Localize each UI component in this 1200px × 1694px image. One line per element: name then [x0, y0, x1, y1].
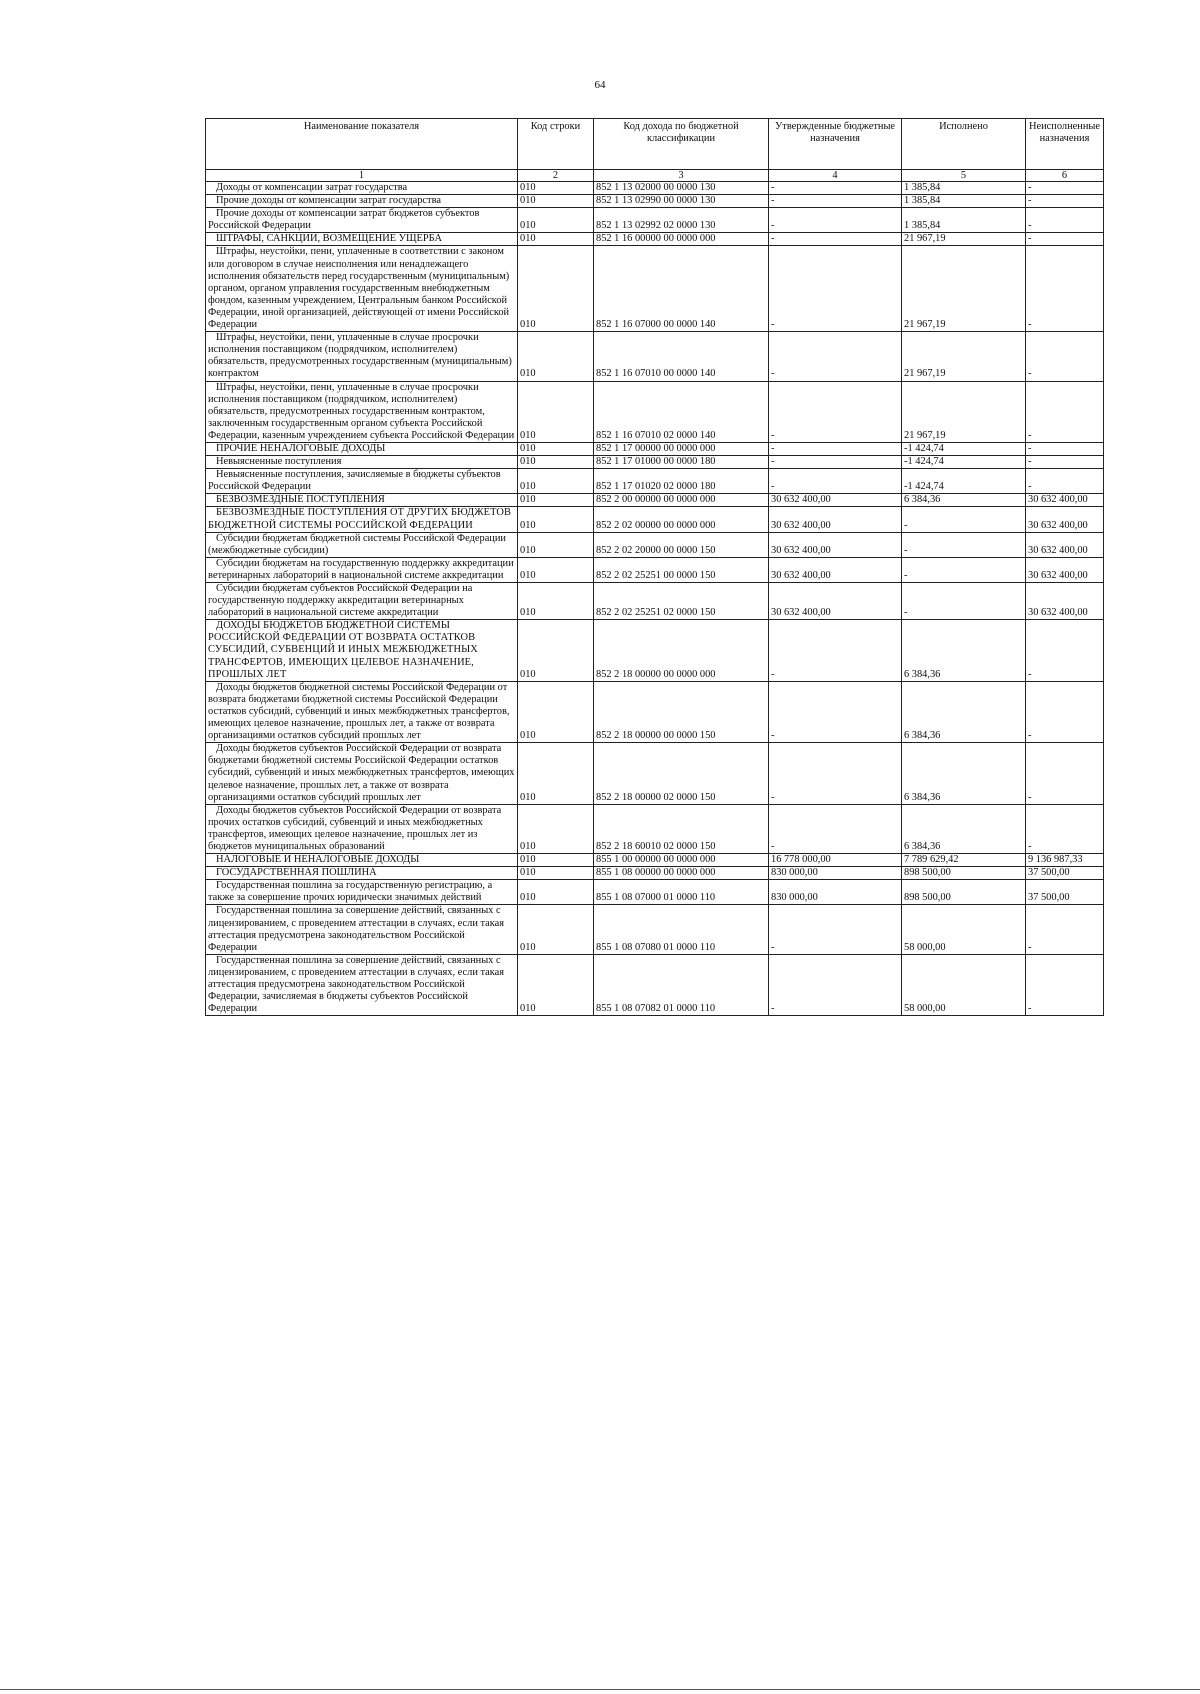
- table-row: [206, 469, 1104, 494]
- column-number-row: [206, 170, 1104, 182]
- approved-cell: -: [769, 246, 902, 332]
- row-code-cell: 010: [518, 583, 594, 620]
- executed-cell: -: [902, 507, 1026, 532]
- row-code-cell: 010: [518, 905, 594, 954]
- indicator-name-cell: Штрафы, неустойки, пени, уплаченные в соответствии с законом или договором в случае неисполнения или ненадлежащего исполнения обязательств перед государственным (муниципальным) органом, органом управления государственным внебюджетным фондом, казенным учреждением, Центральным банком Российской Федерации, иной организацией, действующей от имени Российской Федерации: [206, 246, 518, 332]
- income-code-cell: 852 2 18 00000 00 0000 150: [594, 681, 769, 742]
- executed-cell: 898 500,00: [902, 880, 1026, 905]
- executed-cell: 6 384,36: [902, 620, 1026, 681]
- header-approved: Утвержденные бюджетные назначения: [769, 119, 902, 170]
- table-row: [206, 381, 1104, 442]
- indicator-name-cell: Доходы бюджетов субъектов Российской Федерации от возврата бюджетами бюджетной системы Российской Федерации остатков субсидий, субвенций и иных межбюджетных трансфертов, имеющих целевое назначение, прошлых лет, а также от возврата организациями остатков субсидий прошлых лет: [206, 743, 518, 804]
- indicator-name-cell: БЕЗВОЗМЕЗДНЫЕ ПОСТУПЛЕНИЯ: [206, 494, 518, 507]
- table-row: [206, 507, 1104, 532]
- executed-cell: 6 384,36: [902, 743, 1026, 804]
- income-code-cell: 852 2 02 20000 00 0000 150: [594, 532, 769, 557]
- income-code-cell: 852 1 16 07000 00 0000 140: [594, 246, 769, 332]
- income-report-table: [205, 118, 1104, 1016]
- row-code-cell: 010: [518, 381, 594, 442]
- approved-cell: -: [769, 620, 902, 681]
- executed-cell: -1 424,74: [902, 469, 1026, 494]
- approved-cell: -: [769, 182, 902, 195]
- indicator-name-cell: Государственная пошлина за совершение действий, связанных с лицензированием, с проведением аттестации в случаях, если такая аттестация предусмотрена законодательством Российской Федерации, зачисляемая в бюджеты субъектов Российской Федерации: [206, 954, 518, 1015]
- approved-cell: 30 632 400,00: [769, 507, 902, 532]
- approved-cell: -: [769, 442, 902, 455]
- executed-cell: 1 385,84: [902, 195, 1026, 208]
- indicator-name-cell: ДОХОДЫ БЮДЖЕТОВ БЮДЖЕТНОЙ СИСТЕМЫ РОССИЙСКОЙ ФЕДЕРАЦИИ ОТ ВОЗВРАТА ОСТАТКОВ СУБСИДИЙ, СУБВЕНЦИЙ И ИНЫХ МЕЖБЮДЖЕТНЫХ ТРАНСФЕРТОВ, ИМЕЮЩИХ ЦЕЛЕВОЕ НАЗНАЧЕНИЕ, ПРОШЛЫХ ЛЕТ: [206, 620, 518, 681]
- indicator-name-cell: БЕЗВОЗМЕЗДНЫЕ ПОСТУПЛЕНИЯ ОТ ДРУГИХ БЮДЖЕТОВ БЮДЖЕТНОЙ СИСТЕМЫ РОССИЙСКОЙ ФЕДЕРАЦИИ: [206, 507, 518, 532]
- unexecuted-cell: -: [1026, 681, 1104, 742]
- approved-cell: -: [769, 954, 902, 1015]
- approved-cell: -: [769, 804, 902, 853]
- unexecuted-cell: 9 136 987,33: [1026, 854, 1104, 867]
- executed-cell: 58 000,00: [902, 954, 1026, 1015]
- table-body: [206, 182, 1104, 1016]
- table-row: [206, 557, 1104, 582]
- income-code-cell: 852 1 13 02992 02 0000 130: [594, 208, 769, 233]
- table-row: [206, 681, 1104, 742]
- indicator-name-cell: Субсидии бюджетам бюджетной системы Российской Федерации (межбюджетные субсидии): [206, 532, 518, 557]
- table-row: [206, 195, 1104, 208]
- unexecuted-cell: -: [1026, 195, 1104, 208]
- table-row: [206, 905, 1104, 954]
- indicator-name-cell: Невыясненные поступления: [206, 456, 518, 469]
- row-code-cell: 010: [518, 442, 594, 455]
- indicator-name-cell: Штрафы, неустойки, пени, уплаченные в случае просрочки исполнения поставщиком (подрядчиком, исполнителем) обязательств, предусмотренных государственным (муниципальным) контрактом: [206, 332, 518, 381]
- income-code-cell: 852 2 18 60010 02 0000 150: [594, 804, 769, 853]
- table-row: [206, 804, 1104, 853]
- row-code-cell: 010: [518, 867, 594, 880]
- income-code-cell: 852 1 13 02000 00 0000 130: [594, 182, 769, 195]
- unexecuted-cell: 30 632 400,00: [1026, 532, 1104, 557]
- row-code-cell: 010: [518, 557, 594, 582]
- approved-cell: -: [769, 208, 902, 233]
- column-number: 1: [206, 170, 518, 182]
- scan-edge-line: [0, 1689, 1200, 1690]
- unexecuted-cell: -: [1026, 620, 1104, 681]
- header-row-code: Код строки: [518, 119, 594, 170]
- unexecuted-cell: -: [1026, 456, 1104, 469]
- table-row: [206, 854, 1104, 867]
- unexecuted-cell: -: [1026, 332, 1104, 381]
- executed-cell: 21 967,19: [902, 381, 1026, 442]
- table-row: [206, 743, 1104, 804]
- income-code-cell: 852 2 00 00000 00 0000 000: [594, 494, 769, 507]
- header-unexecuted: Неисполненные назначения: [1026, 119, 1104, 170]
- executed-cell: 6 384,36: [902, 804, 1026, 853]
- income-code-cell: 852 1 16 00000 00 0000 000: [594, 233, 769, 246]
- indicator-name-cell: Невыясненные поступления, зачисляемые в бюджеты субъектов Российской Федерации: [206, 469, 518, 494]
- income-code-cell: 852 1 13 02990 00 0000 130: [594, 195, 769, 208]
- executed-cell: 21 967,19: [902, 246, 1026, 332]
- indicator-name-cell: Государственная пошлина за государственную регистрацию, а также за совершение прочих юридически значимых действий: [206, 880, 518, 905]
- executed-cell: -1 424,74: [902, 442, 1026, 455]
- executed-cell: 6 384,36: [902, 494, 1026, 507]
- executed-cell: 898 500,00: [902, 867, 1026, 880]
- approved-cell: -: [769, 332, 902, 381]
- income-code-cell: 852 1 16 07010 02 0000 140: [594, 381, 769, 442]
- table-row: [206, 246, 1104, 332]
- income-code-cell: 852 1 17 01000 00 0000 180: [594, 456, 769, 469]
- approved-cell: -: [769, 456, 902, 469]
- table-row: [206, 442, 1104, 455]
- income-code-cell: 855 1 08 07080 01 0000 110: [594, 905, 769, 954]
- page-number: 64: [594, 79, 606, 91]
- column-number: 4: [769, 170, 902, 182]
- header-executed: Исполнено: [902, 119, 1026, 170]
- table-row: [206, 532, 1104, 557]
- table-row: [206, 583, 1104, 620]
- approved-cell: 830 000,00: [769, 880, 902, 905]
- table-row: [206, 954, 1104, 1015]
- table-row: [206, 208, 1104, 233]
- income-code-cell: 852 2 02 25251 02 0000 150: [594, 583, 769, 620]
- executed-cell: -: [902, 583, 1026, 620]
- approved-cell: -: [769, 233, 902, 246]
- unexecuted-cell: -: [1026, 381, 1104, 442]
- unexecuted-cell: -: [1026, 954, 1104, 1015]
- income-code-cell: 855 1 08 00000 00 0000 000: [594, 867, 769, 880]
- indicator-name-cell: Государственная пошлина за совершение действий, связанных с лицензированием, с проведением аттестации в случаях, если такая аттестация предусмотрена законодательством Российской Федерации: [206, 905, 518, 954]
- indicator-name-cell: Субсидии бюджетам на государственную поддержку аккредитации ветеринарных лабораторий в национальной системе аккредитации: [206, 557, 518, 582]
- row-code-cell: 010: [518, 332, 594, 381]
- unexecuted-cell: 37 500,00: [1026, 867, 1104, 880]
- income-code-cell: 852 2 18 00000 02 0000 150: [594, 743, 769, 804]
- executed-cell: -: [902, 532, 1026, 557]
- unexecuted-cell: -: [1026, 182, 1104, 195]
- unexecuted-cell: 30 632 400,00: [1026, 583, 1104, 620]
- income-code-cell: 852 1 17 00000 00 0000 000: [594, 442, 769, 455]
- executed-cell: 21 967,19: [902, 332, 1026, 381]
- row-code-cell: 010: [518, 880, 594, 905]
- row-code-cell: 010: [518, 507, 594, 532]
- unexecuted-cell: -: [1026, 743, 1104, 804]
- table-row: [206, 494, 1104, 507]
- row-code-cell: 010: [518, 208, 594, 233]
- table-row: [206, 233, 1104, 246]
- income-code-cell: 855 1 08 07082 01 0000 110: [594, 954, 769, 1015]
- indicator-name-cell: ГОСУДАРСТВЕННАЯ ПОШЛИНА: [206, 867, 518, 880]
- row-code-cell: 010: [518, 469, 594, 494]
- executed-cell: 7 789 629,42: [902, 854, 1026, 867]
- table-row: [206, 456, 1104, 469]
- approved-cell: -: [769, 469, 902, 494]
- header-row: [206, 119, 1104, 170]
- approved-cell: -: [769, 743, 902, 804]
- unexecuted-cell: -: [1026, 442, 1104, 455]
- unexecuted-cell: -: [1026, 469, 1104, 494]
- column-number: 2: [518, 170, 594, 182]
- indicator-name-cell: Доходы от компенсации затрат государства: [206, 182, 518, 195]
- table-row: [206, 867, 1104, 880]
- indicator-name-cell: Штрафы, неустойки, пени, уплаченные в случае просрочки исполнения поставщиком (подрядчиком, исполнителем) обязательств, предусмотренных государственным контрактом, заключенным государственным органом субъекта Российской Федерации, казенным учреждением субъекта Российской Федерации: [206, 381, 518, 442]
- executed-cell: -: [902, 557, 1026, 582]
- approved-cell: 30 632 400,00: [769, 583, 902, 620]
- row-code-cell: 010: [518, 494, 594, 507]
- unexecuted-cell: -: [1026, 905, 1104, 954]
- column-number: 5: [902, 170, 1026, 182]
- row-code-cell: 010: [518, 532, 594, 557]
- indicator-name-cell: Прочие доходы от компенсации затрат бюджетов субъектов Российской Федерации: [206, 208, 518, 233]
- row-code-cell: 010: [518, 804, 594, 853]
- indicator-name-cell: ПРОЧИЕ НЕНАЛОГОВЫЕ ДОХОДЫ: [206, 442, 518, 455]
- approved-cell: -: [769, 681, 902, 742]
- approved-cell: -: [769, 195, 902, 208]
- row-code-cell: 010: [518, 195, 594, 208]
- table-row: [206, 880, 1104, 905]
- approved-cell: -: [769, 381, 902, 442]
- row-code-cell: 010: [518, 620, 594, 681]
- row-code-cell: 010: [518, 456, 594, 469]
- approved-cell: 830 000,00: [769, 867, 902, 880]
- income-code-cell: 852 1 17 01020 02 0000 180: [594, 469, 769, 494]
- executed-cell: 58 000,00: [902, 905, 1026, 954]
- income-code-cell: 855 1 08 07000 01 0000 110: [594, 880, 769, 905]
- executed-cell: -1 424,74: [902, 456, 1026, 469]
- row-code-cell: 010: [518, 246, 594, 332]
- income-code-cell: 855 1 00 00000 00 0000 000: [594, 854, 769, 867]
- unexecuted-cell: 37 500,00: [1026, 880, 1104, 905]
- row-code-cell: 010: [518, 182, 594, 195]
- indicator-name-cell: НАЛОГОВЫЕ И НЕНАЛОГОВЫЕ ДОХОДЫ: [206, 854, 518, 867]
- header-income-code: Код дохода по бюджетной классификации: [594, 119, 769, 170]
- executed-cell: 6 384,36: [902, 681, 1026, 742]
- approved-cell: -: [769, 905, 902, 954]
- column-number: 6: [1026, 170, 1104, 182]
- approved-cell: 16 778 000,00: [769, 854, 902, 867]
- indicator-name-cell: Прочие доходы от компенсации затрат государства: [206, 195, 518, 208]
- indicator-name-cell: Доходы бюджетов бюджетной системы Российской Федерации от возврата бюджетами бюджетной системы Российской Федерации остатков субсидий, субвенций и иных межбюджетных трансфертов, имеющих целевое назначение, прошлых лет, а также от возврата организациями остатков субсидий прошлых лет: [206, 681, 518, 742]
- row-code-cell: 010: [518, 854, 594, 867]
- row-code-cell: 010: [518, 743, 594, 804]
- executed-cell: 1 385,84: [902, 208, 1026, 233]
- income-code-cell: 852 2 02 25251 00 0000 150: [594, 557, 769, 582]
- row-code-cell: 010: [518, 233, 594, 246]
- income-code-cell: 852 2 18 00000 00 0000 000: [594, 620, 769, 681]
- indicator-name-cell: ШТРАФЫ, САНКЦИИ, ВОЗМЕЩЕНИЕ УЩЕРБА: [206, 233, 518, 246]
- table-row: [206, 182, 1104, 195]
- approved-cell: 30 632 400,00: [769, 494, 902, 507]
- executed-cell: 1 385,84: [902, 182, 1026, 195]
- table-row: [206, 620, 1104, 681]
- unexecuted-cell: -: [1026, 233, 1104, 246]
- column-number: 3: [594, 170, 769, 182]
- unexecuted-cell: -: [1026, 246, 1104, 332]
- row-code-cell: 010: [518, 681, 594, 742]
- approved-cell: 30 632 400,00: [769, 532, 902, 557]
- unexecuted-cell: 30 632 400,00: [1026, 557, 1104, 582]
- unexecuted-cell: -: [1026, 804, 1104, 853]
- header-indicator-name: Наименование показателя: [206, 119, 518, 170]
- income-code-cell: 852 1 16 07010 00 0000 140: [594, 332, 769, 381]
- table-row: [206, 332, 1104, 381]
- indicator-name-cell: Доходы бюджетов субъектов Российской Федерации от возврата прочих остатков субсидий, субвенций и иных межбюджетных трансфертов, имеющих целевое назначение, прошлых лет из бюджетов муниципальных образований: [206, 804, 518, 853]
- row-code-cell: 010: [518, 954, 594, 1015]
- executed-cell: 21 967,19: [902, 233, 1026, 246]
- approved-cell: 30 632 400,00: [769, 557, 902, 582]
- unexecuted-cell: -: [1026, 208, 1104, 233]
- unexecuted-cell: 30 632 400,00: [1026, 494, 1104, 507]
- indicator-name-cell: Субсидии бюджетам субъектов Российской Федерации на государственную поддержку аккредитации ветеринарных лабораторий в национальной системе аккредитации: [206, 583, 518, 620]
- unexecuted-cell: 30 632 400,00: [1026, 507, 1104, 532]
- income-code-cell: 852 2 02 00000 00 0000 000: [594, 507, 769, 532]
